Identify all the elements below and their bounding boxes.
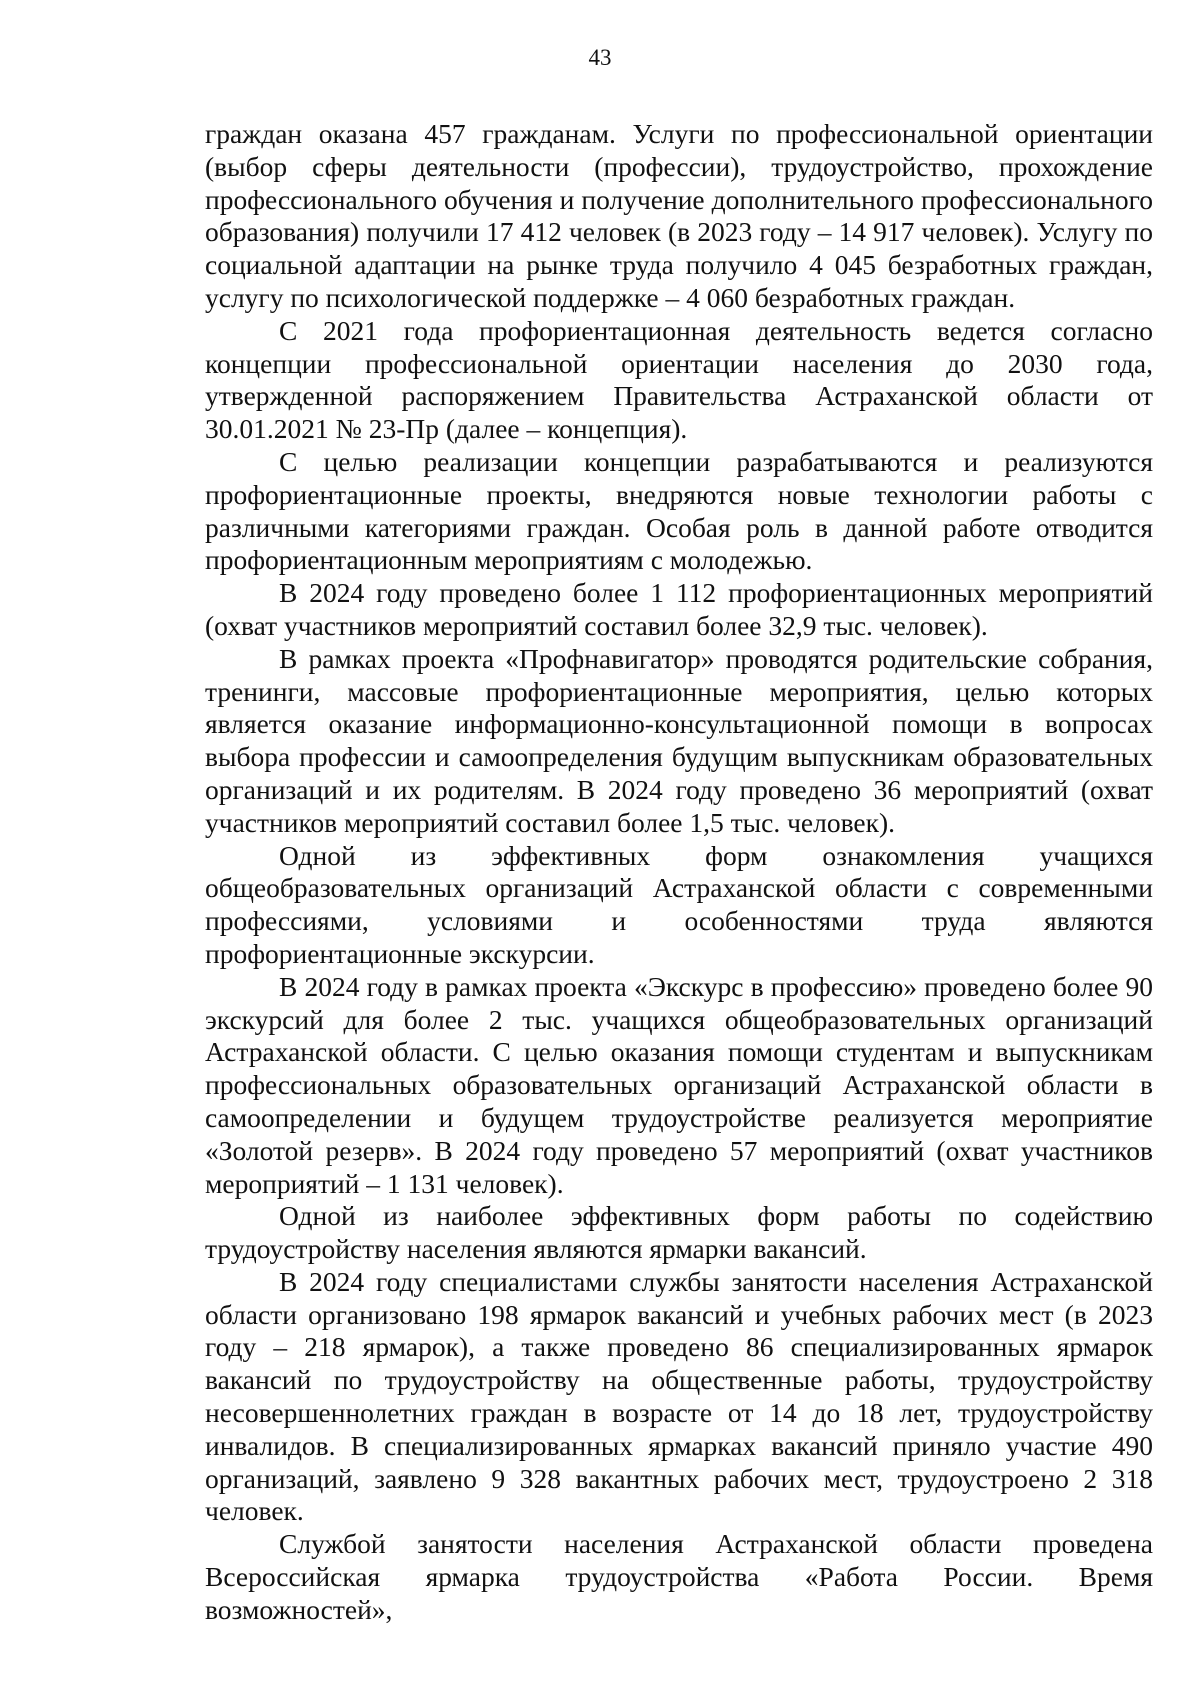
paragraph-events-2024: В 2024 году проведено более 1 112 профориентационных мероприятий (охват участников мероприятий составил более 32,9 тыс. человек). [205, 577, 1153, 641]
paragraph-job-fairs-intro: Одной из наиболее эффективных форм работы по содействию трудоустройству населения являются ярмарки вакансий. [205, 1200, 1153, 1265]
paragraph-profnavigator: В рамках проекта «Профнавигатор» проводятся родительские собрания, тренинги, массовые профориентационные мероприятия, целью которых является оказание информационно-консультационной помощи в вопросах выбора профессии и самоопределения будущим выпускникам образовательных организаций и их родителям. В 2024 году проведено 36 мероприятий (охват участников мероприятий составил более 1,5 тыс. человек). [205, 642, 1153, 838]
paragraph-concept-2021: С 2021 года профориентационная деятельность ведется согласно концепции профессиональной ориентации населения до 2030 года, утвержденной распоряжением Правительства Астраханской области от 30.01.2021 № 23-Пр (далее – концепция). [205, 314, 1153, 445]
paragraph-job-fairs-2024: В 2024 году специалистами службы занятости населения Астраханской области организовано 198 ярмарок вакансий и учебных рабочих мест (в 2023 году – 218 ярмарок), а также проведено 86 специализированных ярмарок вакансий по трудоустройству на общественные работы, трудоустройству несовершеннолетних граждан в возрасте от 14 до 18 лет, трудоустройству инвалидов. В специализированных ярмарках вакансий приняло участие 490 организаций, заявлено 9 328 вакантных рабочих мест, трудоустроено 2 318 человек. [205, 1265, 1153, 1527]
paragraph-excursions: Одной из эффективных форм ознакомления учащихся общеобразовательных организаций Астраханской области с современными профессиями, условиями и особенностями труда являются профориентационные экскурсии. [205, 839, 1153, 969]
body-text [205, 118, 1153, 1627]
paragraph-rabota-rossii: Службой занятости населения Астраханской области проведена Всероссийская ярмарка трудоустройства «Работа России. Время возможностей», [205, 1528, 1153, 1625]
paragraph-excurs-project: В 2024 году в рамках проекта «Экскурс в профессию» проведено более 90 экскурсий для более 2 тыс. учащихся общеобразовательных организаций Астраханской области. С целью оказания помощи студентам и выпускникам профессиональных образовательных организаций Астраханской области в самоопределении и будущем трудоустройстве реализуется мероприятие «Золотой резерв». В 2024 году проведено 57 мероприятий (охват участников мероприятий – 1 131 человек). [205, 970, 1153, 1199]
paragraph-continuation: граждан оказана 457 гражданам. Услуги по профессиональной ориентации (выбор сферы деятельности (профессии), трудоустройство, прохождение профессионального обучения и получение дополнительного профессионального образования) получили 17 412 человек (в 2023 году – 14 917 человек). Услугу по социальной адаптации на рынке труда получило 4 045 безработных граждан, услугу по психологической поддержке – 4 060 безработных граждан. [205, 118, 1153, 313]
paragraph-concept-implementation: С целью реализации концепции разрабатываются и реализуются профориентационные проекты, внедряются новые технологии работы с различными категориями граждан. Особая роль в данной работе отводится профориентационным мероприятиям с молодежью. [205, 445, 1153, 576]
page-number: 43 [588, 45, 612, 70]
